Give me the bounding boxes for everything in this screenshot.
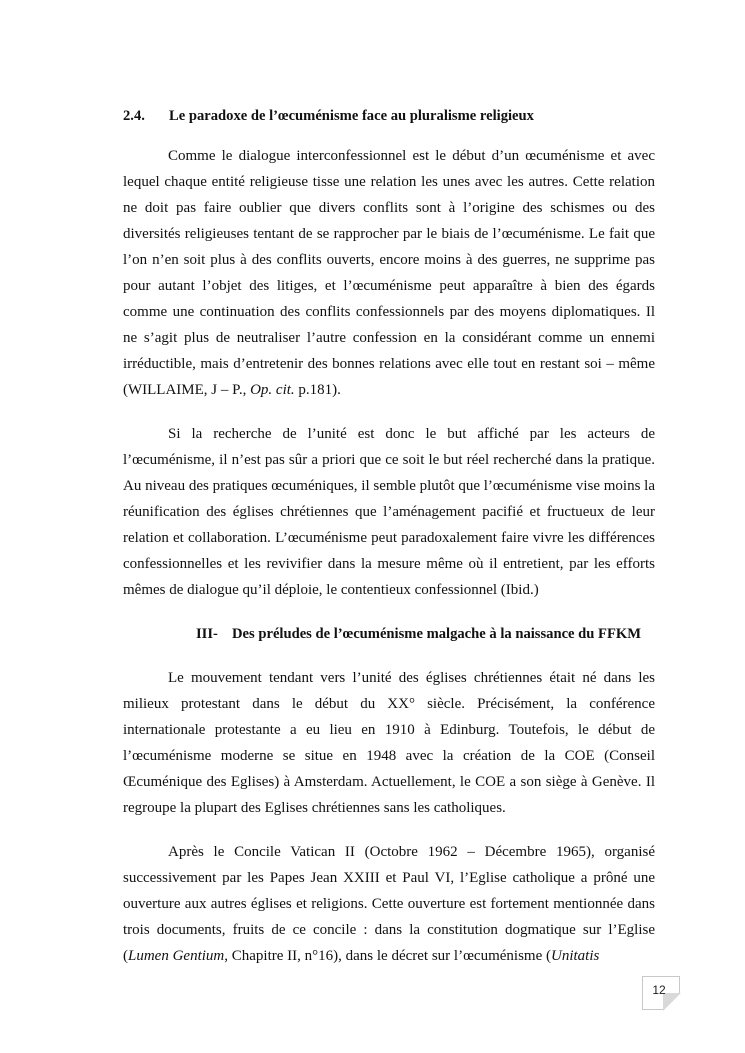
italic-title: Unitatis (550, 948, 600, 964)
italic-title: Lumen Gentium (128, 948, 225, 964)
paragraph-text: Comme le dialogue interconfessionnel est le début d’un œcuménisme et avec lequel chaque entité religieuse tisse une relation les unes avec les autres. Cette relation ne doit pas faire oublier que divers conflits sont à l’origine des schismes ou des diversités religieuses tentant de se rapprocher par le biais de l’œcuménisme. Le fait que l’on n’en soit plus à des conflits ouverts, encore moins à des guerres, ne supprime pas pour autant l’objet des litiges, et l’œcuménisme peut apparaître à bien des égards comme une continuation des conflits confessionnels par des moyens diplomatiques. Il ne s’agit plus de neutraliser l’autre confession en la considérant comme un ennemi irréductible, mais d’entretenir des bonnes relations avec elle tout en restant soi – même (WILLAIME, J – P., (123, 148, 655, 398)
citation-end: p.181). (294, 382, 341, 398)
page-number (642, 976, 680, 1010)
page-content (123, 103, 655, 987)
page-number-text: 12 (652, 983, 666, 997)
section-number: III- (196, 626, 218, 642)
section-heading-iii (123, 621, 655, 647)
paragraph (123, 143, 655, 403)
paragraph-text: , Chapitre II, n°16), dans le décret sur l’œcuménisme ( (224, 948, 551, 964)
section-heading-2-4 (123, 103, 655, 129)
paragraph-text: Après le Concile Vatican II (Octobre 1962 – Décembre 1965), organisé successivement par les Papes Jean XXIII et Paul VI, l’Eglise catholique a prôné une ouverture aux autres églises et religions. Cette ouverture est fortement mentionnée dans trois documents, fruits de ce concile : dans la constitution dogmatique sur l’Eglise ( (123, 844, 655, 964)
paragraph (123, 421, 655, 603)
paragraph (123, 839, 655, 969)
citation-italic: Op. cit. (250, 382, 295, 398)
paragraph-text: Si la recherche de l’unité est donc le but affiché par les acteurs de l’œcuménisme, il n’est pas sûr a priori que ce soit le but réel recherché dans la pratique. Au niveau des pratiques œcuméniques, il semble plutôt que l’œcuménisme vise moins la réunification des églises chrétiennes que l’aménagement pacifié et fructueux de leur relation et collaboration. L’œcuménisme peut paradoxalement faire vivre les différences confessionnelles et les revivifier dans la mesure même où il entretient, par les efforts mêmes de dialogue qu’il déploie, le contentieux confessionnel (Ibid.) (123, 426, 655, 598)
paragraph-text: Le mouvement tendant vers l’unité des églises chrétiennes était né dans les milieux protestant dans le début du XX° siècle. Précisément, la conférence internationale protestante a eu lieu en 1910 à Edinburg. Toutefois, le début de l’œcuménisme moderne se situe en 1948 avec la création de la COE (Conseil Œcuménique des Eglises) à Amsterdam. Actuellement, le COE a son siège à Genève. Il regroupe la plupart des Eglises chrétiennes sans les catholiques. (123, 670, 655, 816)
paragraph (123, 665, 655, 821)
section-title: Des préludes de l’œcuménisme malgache à la naissance du FFKM (232, 626, 642, 642)
section-number: 2.4. (123, 108, 145, 124)
section-title: Le paradoxe de l’œcuménisme face au pluralisme religieux (169, 108, 534, 124)
